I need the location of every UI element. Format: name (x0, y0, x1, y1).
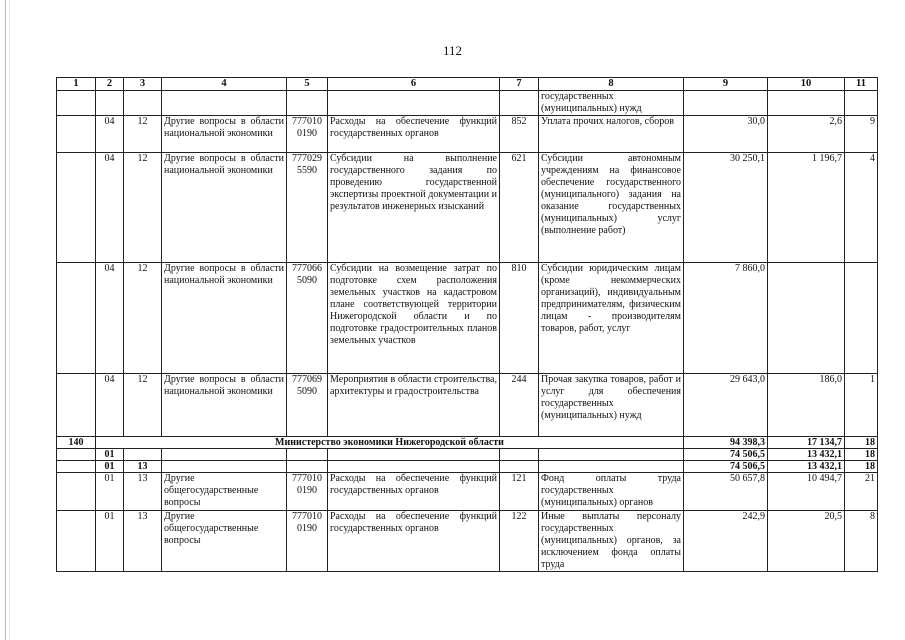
cell-empty (287, 461, 328, 473)
cell-subsection (124, 449, 162, 461)
cell-empty (162, 449, 287, 461)
cell-amount: 7 860,0 (684, 263, 768, 374)
cell-target-code: 777010 0190 (287, 511, 328, 572)
cell-subsection-name: Другие вопросы в области национальной экономики (162, 116, 287, 153)
table-row (57, 116, 878, 153)
column-header: 10 (768, 78, 845, 91)
cell-target-code: 777010 0190 (287, 473, 328, 511)
cell-empty (57, 374, 96, 437)
cell-empty (57, 511, 96, 572)
cell-empty (539, 461, 684, 473)
cell-expense-type: государственных (муниципальных) нужд (539, 91, 684, 116)
cell-section: 01 (96, 449, 124, 461)
cell-section: 04 (96, 374, 124, 437)
cell-amount: 242,9 (684, 511, 768, 572)
table-row (57, 263, 878, 374)
column-header: 9 (684, 78, 768, 91)
binding-margin-line (9, 0, 10, 640)
column-header: 4 (162, 78, 287, 91)
cell-section: 01 (96, 511, 124, 572)
cell-empty (162, 461, 287, 473)
cell-expense-code: 810 (500, 263, 539, 374)
cell-empty (328, 91, 500, 116)
cell-empty (57, 263, 96, 374)
cell-amount: 30 250,1 (684, 153, 768, 263)
cell-empty (500, 91, 539, 116)
column-header: 5 (287, 78, 328, 91)
cell-amount: 74 506,5 (684, 461, 768, 473)
cell-percent (845, 263, 878, 374)
column-header: 6 (328, 78, 500, 91)
cell-empty (96, 91, 124, 116)
page-number: 112 (442, 43, 463, 58)
cell-amount-executed (768, 263, 845, 374)
cell-section: 04 (96, 116, 124, 153)
cell-section: 01 (96, 461, 124, 473)
cell-expense-type: Уплата прочих налогов, сборов (539, 116, 684, 153)
cell-empty (328, 449, 500, 461)
cell-target-code: 777029 5590 (287, 153, 328, 263)
cell-expense-type: Субсидии юридическим лицам (кроме некоммерческих организаций), индивидуальным предпринимателям, физическим лицам - производителям товаров, работ, услуг (539, 263, 684, 374)
cell-amount-executed: 13 432,1 (768, 461, 845, 473)
cell-subsection: 12 (124, 116, 162, 153)
cell-amount-executed: 186,0 (768, 374, 845, 437)
cell-expense-type: Фонд оплаты труда государственных (муниципальных) органов (539, 473, 684, 511)
table-row-subsection (57, 461, 878, 473)
cell-empty (500, 449, 539, 461)
cell-empty (845, 91, 878, 116)
cell-amount-executed: 1 196,7 (768, 153, 845, 263)
cell-empty (287, 91, 328, 116)
cell-percent: 18 (845, 449, 878, 461)
cell-empty (57, 116, 96, 153)
cell-percent: 21 (845, 473, 878, 511)
cell-empty (539, 449, 684, 461)
table-row-continuation (57, 91, 878, 116)
binding-margin-line (5, 0, 6, 640)
cell-target-name: Расходы на обеспечение функций государственных органов (328, 473, 500, 511)
cell-percent: 8 (845, 511, 878, 572)
column-header: 2 (96, 78, 124, 91)
cell-amount-executed: 20,5 (768, 511, 845, 572)
cell-empty (500, 461, 539, 473)
cell-empty (124, 91, 162, 116)
cell-percent: 4 (845, 153, 878, 263)
cell-expense-code: 244 (500, 374, 539, 437)
cell-target-name: Субсидии на возмещение затрат по подготовке схем расположения земельных участков на кадастровом плане соответствующей территории Нижегородской области и по подготовке градостроительных планов земельных участков (328, 263, 500, 374)
cell-empty (57, 461, 96, 473)
cell-empty (768, 91, 845, 116)
cell-amount-executed: 10 494,7 (768, 473, 845, 511)
cell-empty (57, 473, 96, 511)
cell-percent: 18 (845, 437, 878, 449)
cell-amount-executed: 17 134,7 (768, 437, 845, 449)
cell-target-name: Мероприятия в области строительства, архитектуры и градостроительства (328, 374, 500, 437)
column-header: 11 (845, 78, 878, 91)
cell-subsection: 13 (124, 461, 162, 473)
cell-empty (684, 91, 768, 116)
cell-target-code: 777066 5090 (287, 263, 328, 374)
column-header: 7 (500, 78, 539, 91)
cell-ministry-code: 140 (57, 437, 96, 449)
cell-subsection: 12 (124, 153, 162, 263)
table-row (57, 153, 878, 263)
cell-amount: 30,0 (684, 116, 768, 153)
column-header: 3 (124, 78, 162, 91)
cell-subsection-name: Другие вопросы в области национальной экономики (162, 374, 287, 437)
cell-ministry-title: Министерство экономики Нижегородской области (96, 437, 684, 449)
cell-empty (57, 449, 96, 461)
cell-subsection-name: Другие вопросы в области национальной экономики (162, 153, 287, 263)
budget-table (56, 77, 878, 572)
cell-target-code: 777069 5090 (287, 374, 328, 437)
cell-empty (328, 461, 500, 473)
cell-empty (57, 153, 96, 263)
cell-empty (57, 91, 96, 116)
cell-subsection-name: Другие общегосударственные вопросы (162, 473, 287, 511)
cell-expense-code: 121 (500, 473, 539, 511)
cell-subsection: 12 (124, 374, 162, 437)
cell-section: 01 (96, 473, 124, 511)
cell-target-code: 777010 0190 (287, 116, 328, 153)
cell-amount: 74 506,5 (684, 449, 768, 461)
cell-amount-executed: 2,6 (768, 116, 845, 153)
cell-percent: 1 (845, 374, 878, 437)
cell-target-name: Расходы на обеспечение функций государственных органов (328, 511, 500, 572)
cell-subsection: 13 (124, 511, 162, 572)
column-header: 1 (57, 78, 96, 91)
cell-amount-executed: 13 432,1 (768, 449, 845, 461)
cell-subsection-name: Другие вопросы в области национальной экономики (162, 263, 287, 374)
cell-empty (287, 449, 328, 461)
cell-expense-code: 852 (500, 116, 539, 153)
cell-expense-type: Прочая закупка товаров, работ и услуг для обеспечения государственных (муниципальных) нужд (539, 374, 684, 437)
column-header: 8 (539, 78, 684, 91)
table-row-ministry (57, 437, 878, 449)
cell-section: 04 (96, 153, 124, 263)
cell-subsection: 13 (124, 473, 162, 511)
cell-subsection: 12 (124, 263, 162, 374)
table-row (57, 473, 878, 511)
cell-amount: 29 643,0 (684, 374, 768, 437)
cell-percent: 18 (845, 461, 878, 473)
cell-amount: 50 657,8 (684, 473, 768, 511)
cell-empty (162, 91, 287, 116)
cell-expense-code: 621 (500, 153, 539, 263)
table-row (57, 374, 878, 437)
cell-expense-type: Иные выплаты персоналу государственных (муниципальных) органов, за исключением фонда оплаты труда (539, 511, 684, 572)
cell-amount: 94 398,3 (684, 437, 768, 449)
cell-target-name: Субсидии на выполнение государственного задания по проведению государственной экспертизы проектной документации и результатов инженерных изысканий (328, 153, 500, 263)
cell-expense-type: Субсидии автономным учреждениям на финансовое обеспечение государственного (муниципального) задания на оказание государственных (муниципальных) услуг (выполнение работ) (539, 153, 684, 263)
cell-expense-code: 122 (500, 511, 539, 572)
cell-subsection-name: Другие общегосударственные вопросы (162, 511, 287, 572)
cell-percent: 9 (845, 116, 878, 153)
table-row (57, 511, 878, 572)
cell-section: 04 (96, 263, 124, 374)
header-row (57, 78, 878, 91)
cell-target-name: Расходы на обеспечение функций государственных органов (328, 116, 500, 153)
table-row-section (57, 449, 878, 461)
